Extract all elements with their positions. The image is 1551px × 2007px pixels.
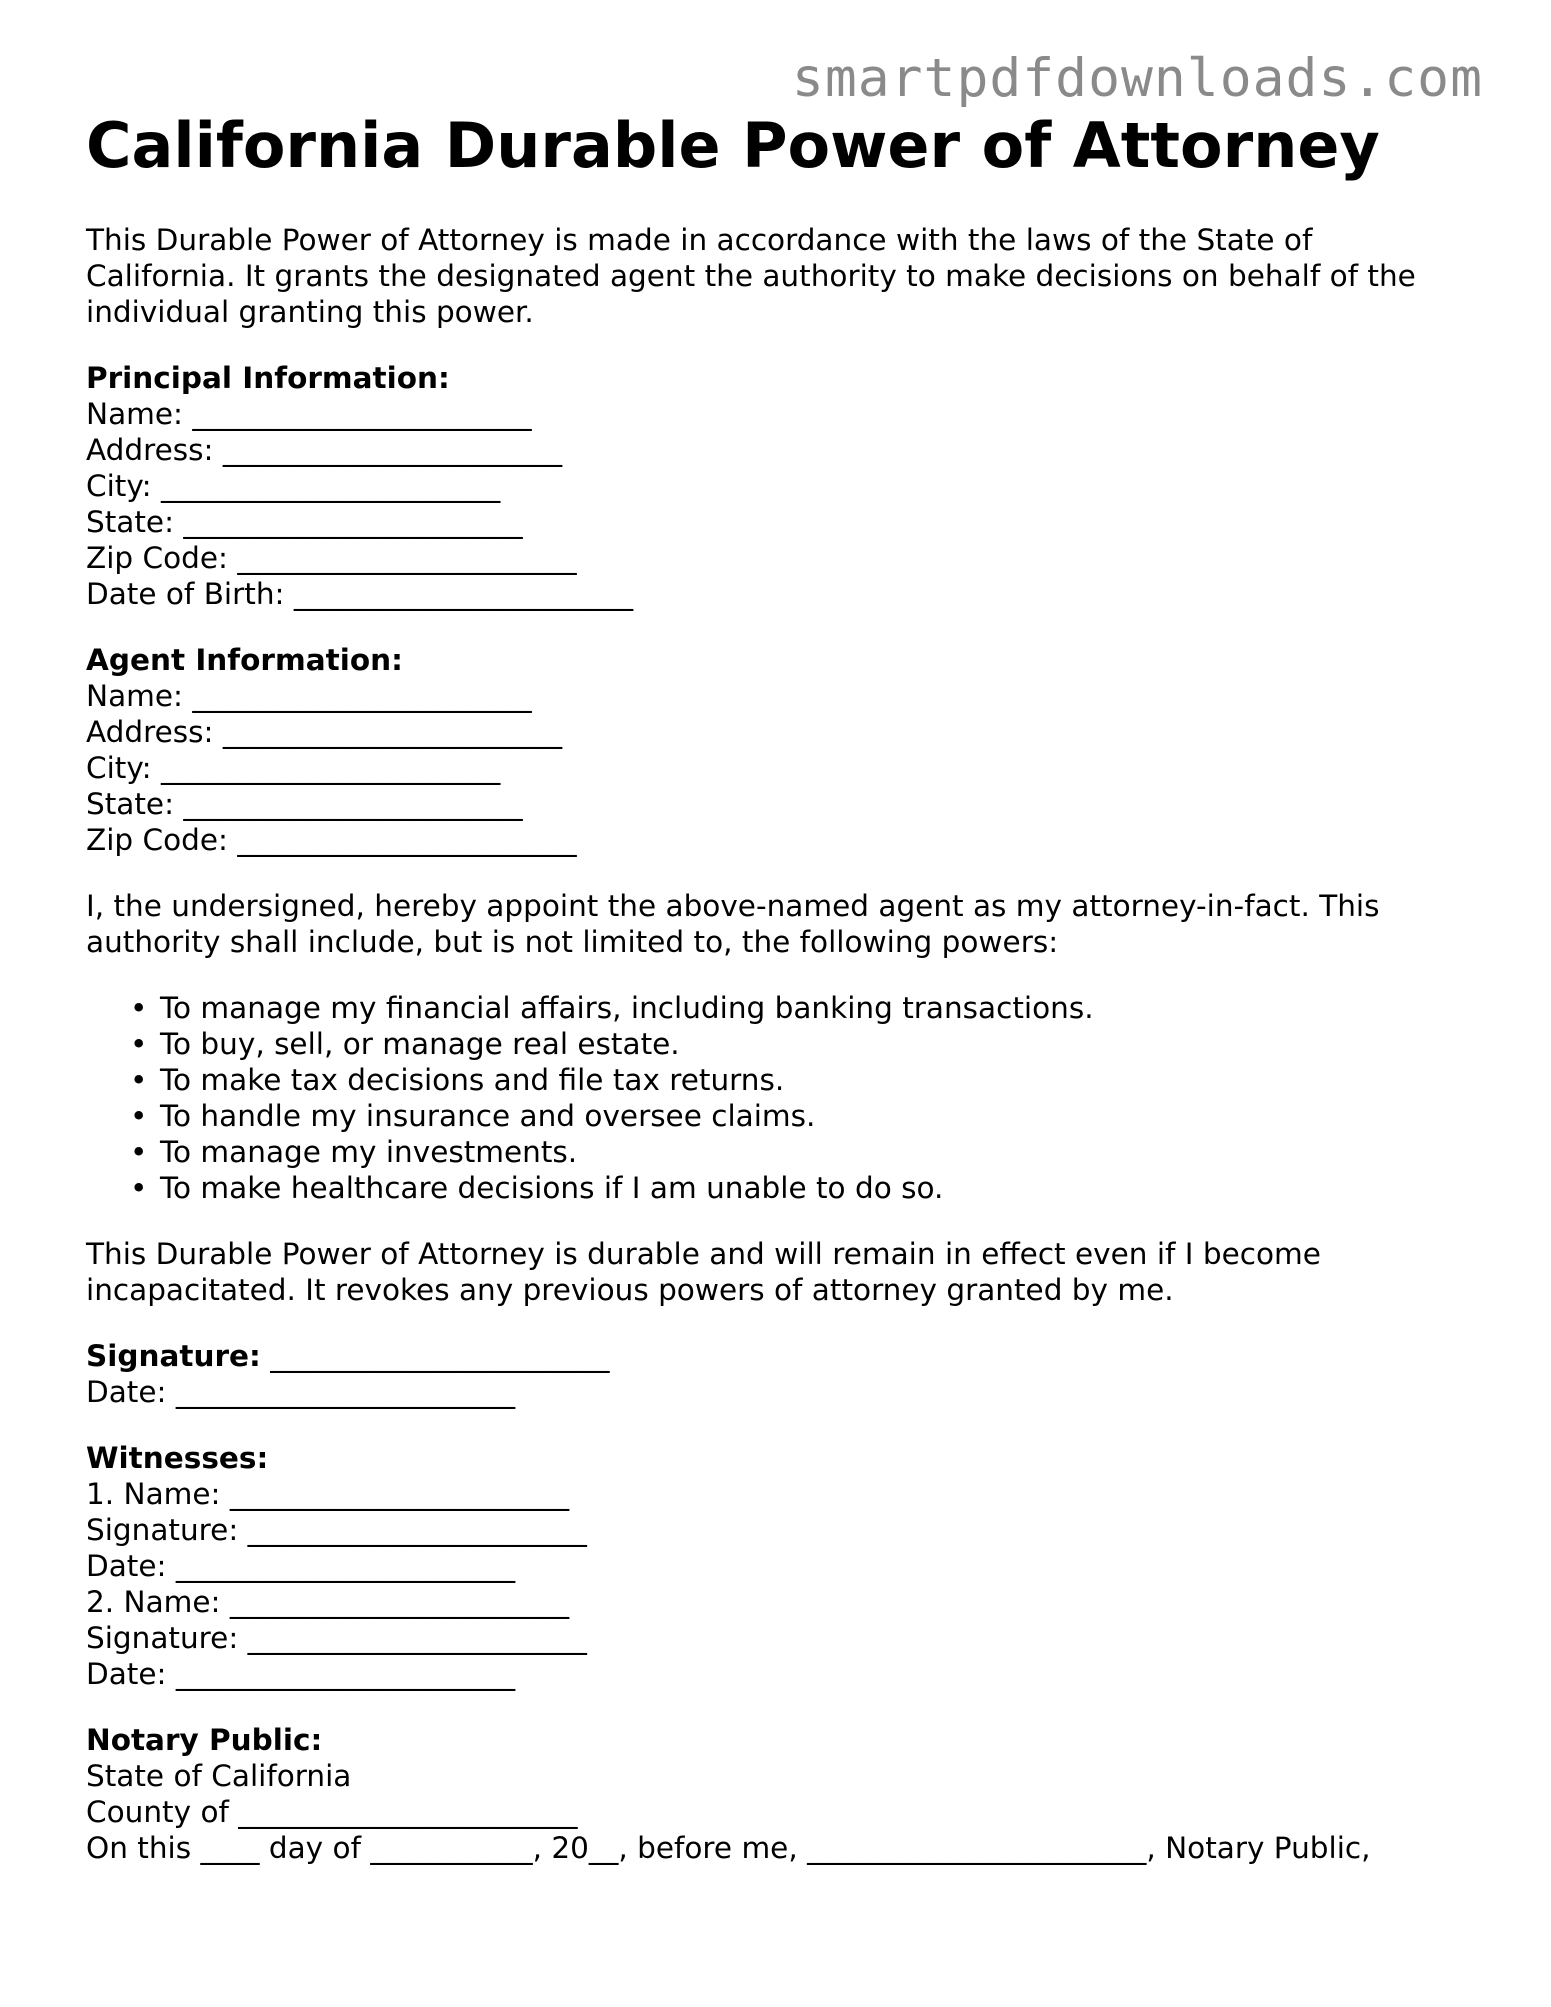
field-label: Zip Code: bbox=[86, 823, 228, 857]
witness-2-name-field[interactable] bbox=[86, 1584, 1476, 1620]
field-blank[interactable]: _______________________ bbox=[247, 1621, 587, 1655]
field-label: State: bbox=[86, 505, 175, 539]
list-item bbox=[86, 1134, 1476, 1170]
field-label: Date: bbox=[86, 1549, 167, 1583]
witnesses-section bbox=[86, 1440, 1476, 1692]
field-label: 1. Name: bbox=[86, 1477, 221, 1511]
field-label: Signature: bbox=[86, 1621, 239, 1655]
field-label: Date: bbox=[86, 1657, 167, 1691]
field-label: Date: bbox=[86, 1375, 167, 1409]
bullet-icon: • bbox=[130, 1063, 148, 1097]
field-label: Date of Birth: bbox=[86, 577, 285, 611]
field-blank[interactable]: _______________________ bbox=[161, 469, 501, 503]
durability-line: incapacitated. It revokes any previous powers of attorney granted by me. bbox=[86, 1273, 1174, 1307]
field-label: Address: bbox=[86, 433, 214, 467]
watermark: smartpdfdownloads.com bbox=[791, 48, 1483, 109]
witness-1-signature-field[interactable] bbox=[86, 1512, 1476, 1548]
field-label: 2. Name: bbox=[86, 1585, 221, 1619]
principal-heading: Principal Information: bbox=[86, 361, 450, 395]
signature-field[interactable] bbox=[86, 1338, 1476, 1374]
principal-section bbox=[86, 360, 1476, 612]
field-label: City: bbox=[86, 469, 152, 503]
field-label: City: bbox=[86, 751, 152, 785]
power-text: To manage my financial affairs, including banking transactions. bbox=[160, 991, 1094, 1025]
field-blank[interactable]: _______________________ bbox=[229, 1585, 570, 1619]
field-blank[interactable]: _______________________ bbox=[183, 505, 523, 539]
signature-date-field[interactable] bbox=[86, 1374, 1476, 1410]
appointment-line: authority shall include, but is not limited to, the following powers: bbox=[86, 925, 1059, 959]
field-blank[interactable]: _______________________ bbox=[183, 787, 523, 821]
witness-2-date-field[interactable] bbox=[86, 1656, 1476, 1692]
field-blank[interactable]: _______________________ bbox=[175, 1657, 516, 1691]
agent-name-field[interactable] bbox=[86, 678, 1476, 714]
field-blank[interactable]: _______________________ bbox=[192, 397, 532, 431]
bullet-icon: • bbox=[130, 1135, 148, 1169]
appointment-paragraph bbox=[86, 888, 1476, 960]
witness-2-signature-field[interactable] bbox=[86, 1620, 1476, 1656]
principal-name-field[interactable] bbox=[86, 396, 1476, 432]
document-page bbox=[86, 110, 1476, 1866]
list-item bbox=[86, 1170, 1476, 1206]
agent-city-field[interactable] bbox=[86, 750, 1476, 786]
appointment-line: I, the undersigned, hereby appoint the above-named agent as my attorney-in-fact. This bbox=[86, 889, 1380, 923]
principal-zip-field[interactable] bbox=[86, 540, 1476, 576]
field-label: Signature: bbox=[86, 1513, 239, 1547]
power-text: To buy, sell, or manage real estate. bbox=[160, 1027, 680, 1061]
power-text: To handle my insurance and oversee claims. bbox=[160, 1099, 816, 1133]
power-text: To make healthcare decisions if I am unable to do so. bbox=[160, 1171, 944, 1205]
field-blank[interactable]: _______________________ bbox=[222, 715, 563, 749]
principal-address-field[interactable] bbox=[86, 432, 1476, 468]
field-label: State: bbox=[86, 787, 175, 821]
principal-state-field[interactable] bbox=[86, 504, 1476, 540]
document-title: California Durable Power of Attorney bbox=[86, 109, 1380, 182]
principal-dob-field[interactable] bbox=[86, 576, 1476, 612]
witness-1-name-field[interactable] bbox=[86, 1476, 1476, 1512]
field-blank[interactable]: _______________________ bbox=[175, 1375, 516, 1409]
agent-address-field[interactable] bbox=[86, 714, 1476, 750]
witness-1-date-field[interactable] bbox=[86, 1548, 1476, 1584]
agent-section bbox=[86, 642, 1476, 858]
durability-paragraph bbox=[86, 1236, 1476, 1308]
agent-state-field[interactable] bbox=[86, 786, 1476, 822]
field-blank[interactable]: _______________________ bbox=[222, 433, 563, 467]
field-blank[interactable]: _______________________ bbox=[229, 1477, 570, 1511]
signature-label: Signature: bbox=[86, 1339, 261, 1373]
signature-section bbox=[86, 1338, 1476, 1410]
intro-line: California. It grants the designated agent the authority to make decisions on behalf of the bbox=[86, 259, 1416, 293]
list-item bbox=[86, 1026, 1476, 1062]
notary-heading: Notary Public: bbox=[86, 1723, 323, 1757]
durability-line: This Durable Power of Attorney is durable and will remain in effect even if I become bbox=[86, 1237, 1321, 1271]
field-blank[interactable]: _______________________ bbox=[237, 541, 577, 575]
notary-acknowledgment-line[interactable]: On this ____ day of ___________, 20__, before me, _______________________, Notary Public, bbox=[86, 1831, 1371, 1865]
powers-list bbox=[86, 990, 1476, 1206]
list-item bbox=[86, 990, 1476, 1026]
notary-state: State of California bbox=[86, 1759, 352, 1793]
field-blank[interactable]: _______________________ bbox=[237, 823, 577, 857]
list-item bbox=[86, 1062, 1476, 1098]
bullet-icon: • bbox=[130, 1171, 148, 1205]
field-blank[interactable]: _______________________ bbox=[247, 1513, 587, 1547]
witnesses-heading: Witnesses: bbox=[86, 1441, 269, 1475]
power-text: To manage my investments. bbox=[160, 1135, 578, 1169]
field-blank[interactable]: _______________________ bbox=[192, 679, 532, 713]
bullet-icon: • bbox=[130, 1027, 148, 1061]
principal-city-field[interactable] bbox=[86, 468, 1476, 504]
notary-section bbox=[86, 1722, 1476, 1866]
intro-line: individual granting this power. bbox=[86, 295, 534, 329]
field-blank[interactable]: _______________________ bbox=[161, 751, 501, 785]
field-label: Zip Code: bbox=[86, 541, 228, 575]
field-blank[interactable]: _______________________ bbox=[293, 577, 634, 611]
power-text: To make tax decisions and file tax returns. bbox=[160, 1063, 785, 1097]
field-label: County of bbox=[86, 1795, 229, 1829]
agent-heading: Agent Information: bbox=[86, 643, 403, 677]
field-blank[interactable]: _______________________ bbox=[175, 1549, 516, 1583]
field-blank[interactable]: _______________________ bbox=[238, 1795, 578, 1829]
bullet-icon: • bbox=[130, 1099, 148, 1133]
notary-county-field[interactable] bbox=[86, 1794, 1476, 1830]
intro-line: This Durable Power of Attorney is made in accordance with the laws of the State of bbox=[86, 223, 1313, 257]
field-blank[interactable]: _______________________ bbox=[270, 1339, 610, 1373]
field-label: Name: bbox=[86, 397, 183, 431]
agent-zip-field[interactable] bbox=[86, 822, 1476, 858]
list-item bbox=[86, 1098, 1476, 1134]
field-label: Address: bbox=[86, 715, 214, 749]
field-label: Name: bbox=[86, 679, 183, 713]
intro-paragraph bbox=[86, 222, 1476, 330]
bullet-icon: • bbox=[130, 991, 148, 1025]
